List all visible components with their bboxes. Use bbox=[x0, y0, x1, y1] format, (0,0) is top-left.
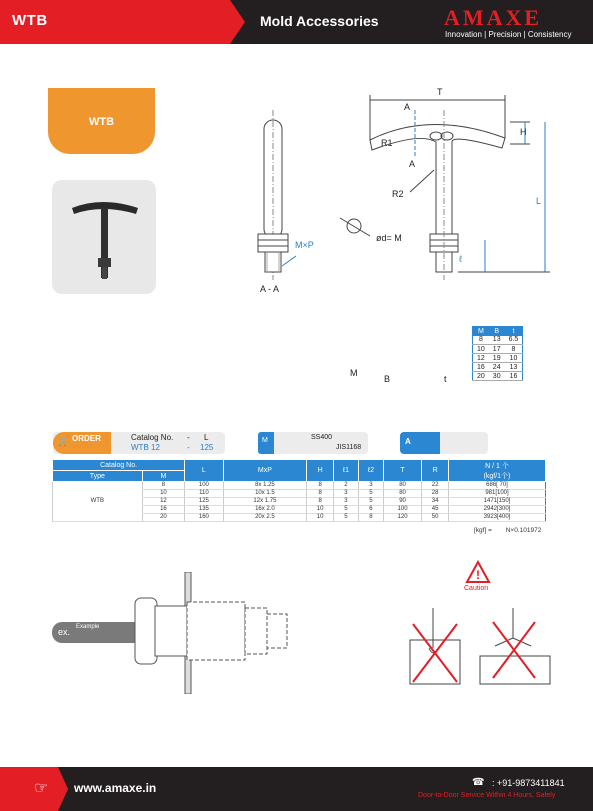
spec-table-cell: 12 bbox=[142, 498, 185, 506]
spec-header-m: M bbox=[142, 471, 185, 482]
spec-table-cell: 8 bbox=[358, 514, 383, 522]
section-title: Mold Accessories bbox=[260, 13, 379, 29]
section-view-label: A - A bbox=[260, 284, 280, 294]
dim-l-label: L bbox=[536, 196, 542, 206]
nut-table-cell: 13 bbox=[505, 363, 523, 372]
surface-badge-label: A bbox=[405, 437, 411, 446]
spec-header-type: Type bbox=[53, 471, 143, 482]
section-marker-a-top: A bbox=[404, 102, 411, 112]
nut-table-cell: 6.5 bbox=[505, 336, 523, 345]
nut-table-cell: 16 bbox=[505, 372, 523, 381]
spec-table-cell: 20 bbox=[142, 514, 185, 522]
dim-r1-label: R1 bbox=[381, 138, 393, 148]
spec-header-h: H bbox=[307, 460, 334, 482]
spec-table-cell: 10 bbox=[307, 514, 334, 522]
product-tab-label: WTB bbox=[88, 116, 115, 128]
order-label: ORDER bbox=[72, 434, 101, 443]
phone-number[interactable]: : +91-9873411841 bbox=[492, 778, 565, 788]
spec-table-cell: 16 bbox=[142, 506, 185, 514]
product-photo bbox=[52, 180, 156, 294]
order-l-value: 125 bbox=[200, 443, 214, 452]
spec-table-cell: 100 bbox=[185, 482, 223, 490]
spec-catalog-header: Catalog No. bbox=[53, 460, 185, 471]
spec-table-cell: 160 bbox=[185, 514, 223, 522]
nut-table-cell: 17 bbox=[489, 345, 505, 354]
spec-table-cell: 50 bbox=[422, 514, 449, 522]
phone-icon: ☎ bbox=[472, 777, 485, 788]
spec-table-cell: 28 bbox=[422, 490, 449, 498]
nut-t-label: t bbox=[444, 374, 447, 384]
nut-table-header: t bbox=[505, 327, 523, 336]
nut-table-row bbox=[473, 336, 523, 345]
example-drawing bbox=[125, 572, 295, 694]
material-standard: JIS1168 bbox=[336, 444, 362, 451]
spec-table-cell: 1471[150] bbox=[448, 498, 545, 506]
spec-table bbox=[52, 459, 546, 522]
spec-table-cell: 12x 1.75 bbox=[223, 498, 307, 506]
nut-table-cell: 12 bbox=[473, 354, 489, 363]
nut-table-row bbox=[473, 345, 523, 354]
cart-icon: 🛒 bbox=[58, 436, 70, 446]
spec-table-cell: 22 bbox=[422, 482, 449, 490]
spec-table-cell: 80 bbox=[383, 482, 421, 490]
spec-header-l1: ℓ1 bbox=[334, 460, 359, 482]
nut-table-cell: 8 bbox=[505, 345, 523, 354]
spec-table-cell: 3923[400] bbox=[448, 514, 545, 522]
page-title: WTB bbox=[12, 12, 48, 29]
spec-table-cell: 8 bbox=[142, 482, 185, 490]
spec-table-row bbox=[53, 482, 546, 490]
order-l-header: L bbox=[204, 433, 209, 442]
order-dash: - bbox=[187, 443, 190, 452]
order-catalog-value: WTB 12 bbox=[131, 443, 160, 452]
dim-r2-label: R2 bbox=[392, 189, 404, 199]
spec-table-cell: 34 bbox=[422, 498, 449, 506]
section-marker-a-bottom: A bbox=[409, 159, 416, 169]
caution-icon bbox=[465, 560, 491, 584]
nut-table-row bbox=[473, 354, 523, 363]
spec-table-cell: 20x 2.5 bbox=[223, 514, 307, 522]
unit-note-right: N×0.101972 bbox=[505, 527, 542, 534]
hand-pointer-icon: ☞ bbox=[34, 780, 49, 797]
nut-table-cell: 13 bbox=[489, 336, 505, 345]
spec-table-cell: 5 bbox=[334, 506, 359, 514]
nut-table-cell: 10 bbox=[473, 345, 489, 354]
caution-label: Caution bbox=[464, 585, 489, 592]
spec-table-cell: 8x 1.25 bbox=[223, 482, 307, 490]
footer-tagline: Door-to-Door Service Within 4 Hours, Safely bbox=[418, 792, 556, 799]
nut-table-header: M bbox=[473, 327, 489, 336]
spec-table-cell: 2 bbox=[334, 482, 359, 490]
thread-label: M×P bbox=[295, 240, 314, 250]
spec-table-cell: 5 bbox=[358, 490, 383, 498]
spec-table-cell: 3 bbox=[334, 490, 359, 498]
spec-table-cell: 80 bbox=[383, 490, 421, 498]
spec-type-cell: WTB bbox=[53, 482, 143, 522]
spec-table-cell: 981[100] bbox=[448, 490, 545, 498]
nut-b-label: B bbox=[384, 374, 391, 384]
spec-table-cell: 100 bbox=[383, 506, 421, 514]
spec-table-cell: 2942[300] bbox=[448, 506, 545, 514]
website-link[interactable]: www.amaxe.in bbox=[74, 781, 157, 795]
spec-header-r: R bbox=[422, 460, 449, 482]
nut-m-label: M bbox=[350, 368, 358, 378]
spec-header-l: L bbox=[185, 460, 223, 482]
spec-header-l2: ℓ2 bbox=[358, 460, 383, 482]
spec-table-cell: 45 bbox=[422, 506, 449, 514]
dim-h-label: H bbox=[520, 127, 527, 137]
nut-table-cell: 30 bbox=[489, 372, 505, 381]
spec-table-cell: 686[ 70] bbox=[448, 482, 545, 490]
dim-diameter-label: ød= M bbox=[376, 233, 402, 243]
spec-table-cell: 8 bbox=[307, 482, 334, 490]
nut-table-cell: 10 bbox=[505, 354, 523, 363]
spec-table-cell: 135 bbox=[185, 506, 223, 514]
spec-table-cell: 8 bbox=[307, 490, 334, 498]
material-badge-label: M bbox=[262, 437, 268, 444]
spec-header-load-kgf: (kgf/1个) bbox=[483, 472, 511, 480]
spec-table-cell: 5 bbox=[334, 514, 359, 522]
dim-t-label: T bbox=[437, 87, 443, 97]
nut-table-cell: 19 bbox=[489, 354, 505, 363]
spec-table-cell: 5 bbox=[358, 498, 383, 506]
spec-header-load-n: N / 1 个 bbox=[485, 462, 509, 470]
incorrect-use-illustration bbox=[405, 608, 555, 688]
spec-table-cell: 110 bbox=[185, 490, 223, 498]
spec-table-cell: 8 bbox=[307, 498, 334, 506]
nut-table-cell: 20 bbox=[473, 372, 489, 381]
spec-table-cell: 6 bbox=[358, 506, 383, 514]
nut-table-row bbox=[473, 372, 523, 381]
spec-table-cell: 3 bbox=[358, 482, 383, 490]
nut-table-cell: 24 bbox=[489, 363, 505, 372]
svg-text:!: ! bbox=[476, 568, 480, 582]
spec-table-cell: 3 bbox=[334, 498, 359, 506]
nut-table-cell: 16 bbox=[473, 363, 489, 372]
spec-table-cell: 125 bbox=[185, 498, 223, 506]
unit-note-left: [kgf] = bbox=[474, 527, 492, 534]
spec-table-cell: 10 bbox=[142, 490, 185, 498]
nut-table-header: B bbox=[489, 327, 505, 336]
brand-tagline: Innovation | Precision | Consistency bbox=[445, 30, 572, 39]
nut-table-row bbox=[473, 363, 523, 372]
brand-logo: AMAXE bbox=[444, 5, 543, 30]
spec-table-cell: 90 bbox=[383, 498, 421, 506]
example-sublabel: Example bbox=[76, 624, 100, 630]
dim-thread-length-label: ℓ bbox=[459, 254, 462, 264]
spec-table-cell: 16x 2.0 bbox=[223, 506, 307, 514]
nut-table-cell: 8 bbox=[473, 336, 489, 345]
spec-header-t: T bbox=[383, 460, 421, 482]
spec-header-load bbox=[448, 460, 545, 482]
spec-table-cell: 120 bbox=[383, 514, 421, 522]
spec-header-mxp: MxP bbox=[223, 460, 307, 482]
unit-note bbox=[474, 527, 541, 534]
order-dash: - bbox=[187, 433, 190, 442]
order-catalog-header: Catalog No. bbox=[131, 433, 174, 442]
spec-table-cell: 10 bbox=[307, 506, 334, 514]
spec-table-cell: 10x 1.5 bbox=[223, 490, 307, 498]
material-value: SS400 bbox=[311, 434, 333, 441]
example-label: ex. bbox=[58, 627, 71, 637]
nut-size-table bbox=[472, 326, 523, 381]
t-bolt-photo-icon bbox=[52, 180, 156, 294]
